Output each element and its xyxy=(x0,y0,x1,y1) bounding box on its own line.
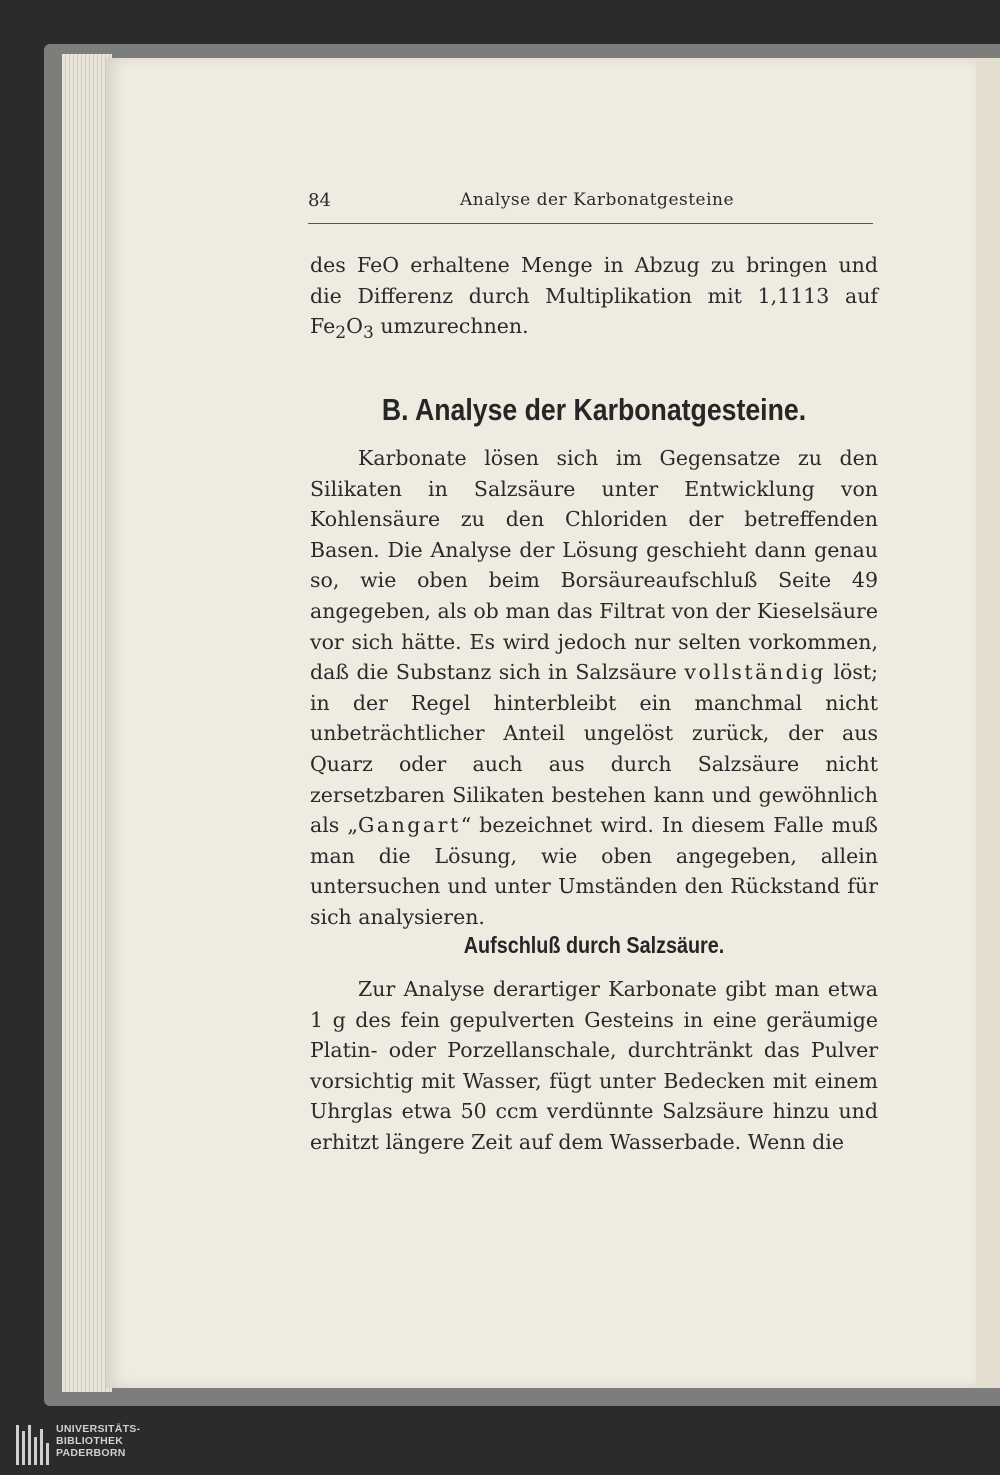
paragraph-continuation: des FeO erhaltene Menge in Abzug zu bringen und die Differenz durch Multiplikation mit 1,1113 auf $Fe_2O_3$ umzurechnen. xyxy=(310,253,878,344)
paragraph-analyse: Zur Analyse derartiger Karbonate gibt man etwa 1 g des fein gepulverten Gesteins in eine geräumige Platin- oder Porzellanschale, durchtränkt das Pulver vorsichtig mit Wasser, fügt unter Bedecken mit einem Uhrglas etwa 50 ccm verdünnte Salzsäure hinzu und erhitzt längere Zeit auf dem Wasserbade. Wenn die xyxy=(310,977,878,1154)
header-rule xyxy=(308,223,873,224)
section-heading: B. Analyse der Karbonatgesteine. xyxy=(381,392,807,427)
paragraph-karbonate: Karbonate lösen sich im Gegensatze zu den Silikaten in Salzsäure unter Entwicklung von Kohlensäure zu den Chloriden der betreffenden Basen. Die Analyse der Lösung geschieht dann genau so, wie oben beim Borsäureaufschluß Seite 49 angegeben, als ob man das Filtrat von der Kieselsäure vor sich hätte. Es wird jedoch nur selten vorkommen, daß die Substanz sich in Salzsäure vollständig löst; in der Regel hinterbleibt ein manchmal nicht unbeträchtlicher Anteil ungelöst zurück, der aus Quarz oder auch aus durch Salzsäure nicht zersetzbaren Silikaten bestehen kann und gewöhnlich als „Gangart“ bezeichnet wird. In diesem Falle muß man die Lösung, wie oben angegeben, allein untersuchen und unter Umständen den Rückstand für sich analysieren. xyxy=(310,446,878,929)
library-logo-icon xyxy=(14,1423,50,1467)
running-title: Analyse der Karbonatgesteine xyxy=(460,190,735,210)
library-logo xyxy=(14,1423,174,1469)
logo-line-1: UNIVERSITÄTS- xyxy=(56,1423,141,1435)
page-number: 84 xyxy=(308,190,331,211)
page-edges xyxy=(62,54,112,1392)
facing-page-edge xyxy=(976,58,1000,1388)
logo-line-3: PADERBORN xyxy=(56,1447,126,1459)
logo-line-2: BIBLIOTHEK xyxy=(56,1435,124,1447)
subsection-heading: Aufschluß durch Salzsäure. xyxy=(463,932,725,958)
page-header xyxy=(308,190,873,220)
